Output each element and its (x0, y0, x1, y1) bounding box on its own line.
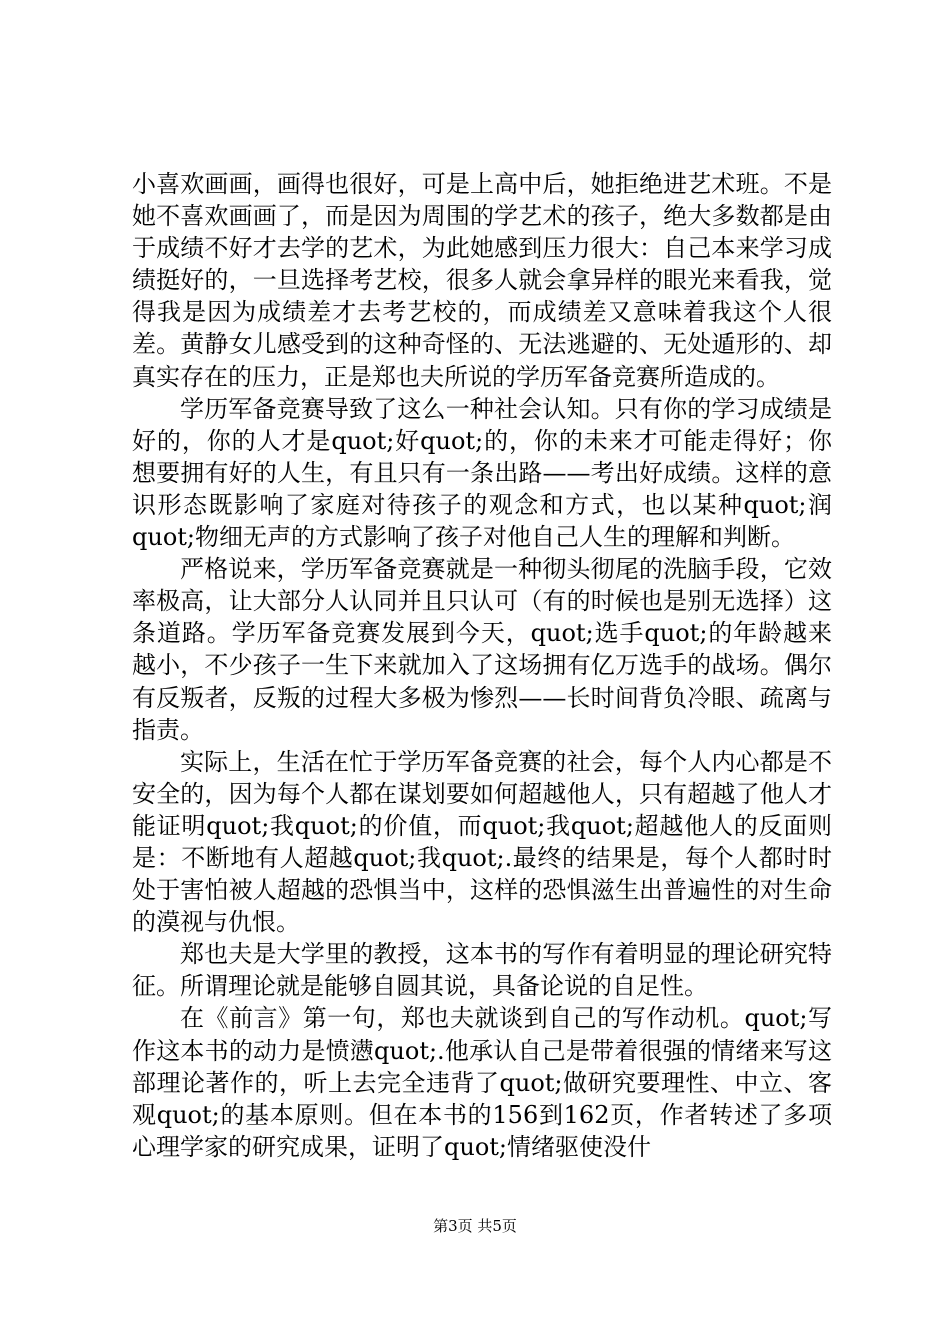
paragraph-continuation: 小喜欢画画，画得也很好，可是上高中后，她拒绝进艺术班。不是她不喜欢画画了，而是因为周围的学艺术的孩子，绝大多数都是由于成绩不好才去学的艺术，为此她感到压力很大：自己本来学习成绩挺好的，一旦选择考艺校，很多人就会拿异样的眼光来看我，觉得我是因为成绩差才去考艺校的，而成绩差又意味着我这个人很差。黄静女儿感受到的这种奇怪的、无法逃避的、无处遁形的、却真实存在的压力，正是郑也夫所说的学历军备竞赛所造成的。 (132, 170, 832, 391)
body-text (132, 168, 832, 1163)
page-number-footer: 第3页 共5页 (433, 1217, 517, 1235)
paragraph: 在《前言》第一句，郑也夫就谈到自己的写作动机。quot;写作这本书的动力是愤懑quot;.他承认自己是带着很强的情绪来写这部理论著作的，听上去完全违背了quot;做研究要理性、中立、客观quot;的基本原则。但在本书的156到162页，作者转述了多项心理学家的研究成果，证明了quot;情绪驱使没什 (132, 1004, 832, 1161)
paragraph: 郑也夫是大学里的教授，这本书的写作有着明显的理论研究特征。所谓理论就是能够自圆其说，具备论说的自足性。 (132, 940, 832, 1001)
paragraph: 学历军备竞赛导致了这么一种社会认知。只有你的学习成绩是好的，你的人才是quot;好quot;的，你的未来才可能走得好；你想要拥有好的人生，有且只有一条出路——考出好成绩。这样的意识形态既影响了家庭对待孩子的观念和方式，也以某种quot;润quot;物细无声的方式影响了孩子对他自己人生的理解和判断。 (132, 394, 832, 552)
paragraph: 严格说来，学历军备竞赛就是一种彻头彻尾的洗脑手段，它效率极高，让大部分人认同并且只认可（有的时候也是别无选择）这条道路。学历军备竞赛发展到今天，quot;选手quot;的年龄越来越小，不少孩子一生下来就加入了这场拥有亿万选手的战场。偶尔有反叛者，反叛的过程大多极为惨烈——长时间背负冷眼、疏离与指责。 (132, 555, 832, 744)
paragraph: 实际上，生活在忙于学历军备竞赛的社会，每个人内心都是不安全的，因为每个人都在谋划要如何超越他人，只有超越了他人才能证明quot;我quot;的价值，而quot;我quot;超越他人的反面则是：不断地有人超越quot;我quot;.最终的结果是，每个人都时时处于害怕被人超越的恐惧当中，这样的恐惧滋生出普遍性的对生命的漠视与仇恨。 (132, 747, 832, 937)
